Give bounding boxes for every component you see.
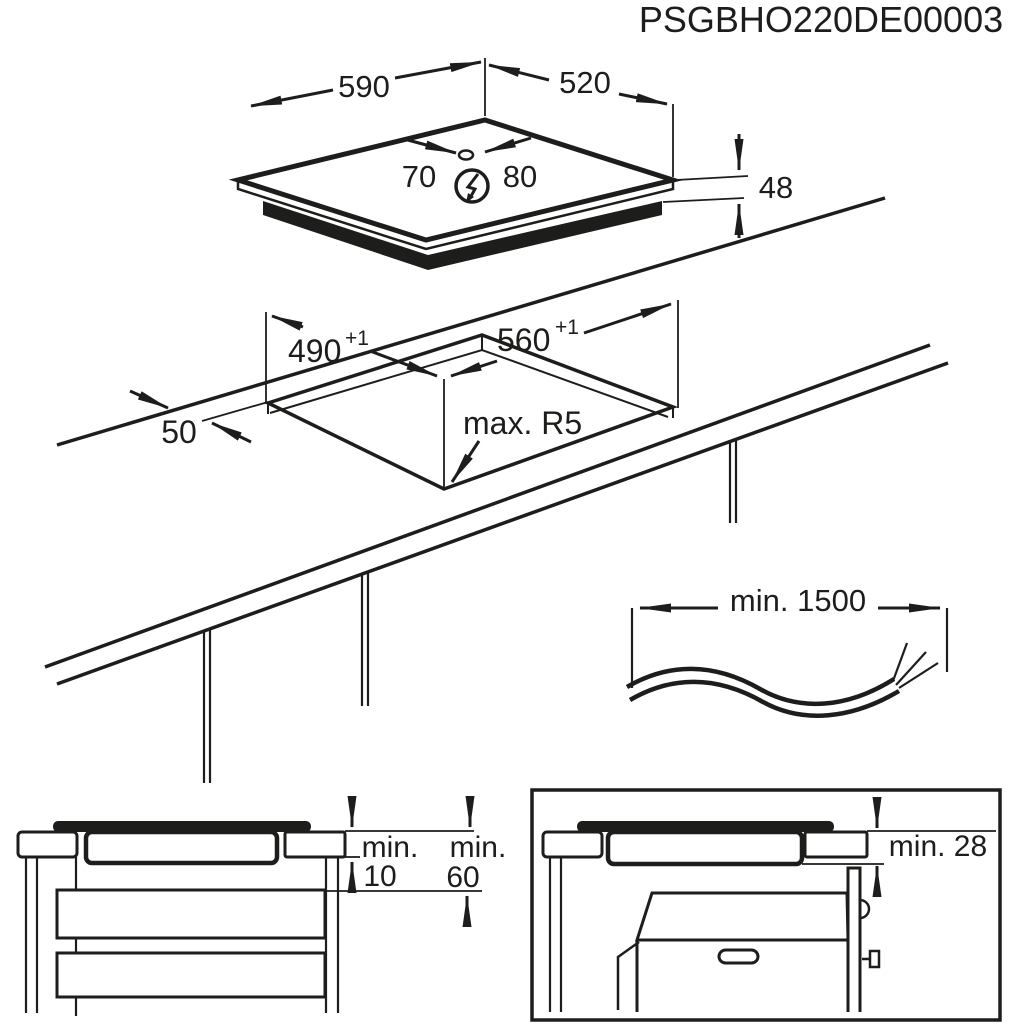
product-code: PSGBHO220DE00003 (638, 0, 1004, 40)
knob (870, 951, 879, 967)
hob-gap-value: 10 (363, 860, 397, 893)
hob-gap-prefix: min. (361, 831, 419, 864)
hob-width-label: 590 (338, 69, 390, 104)
drawer-top-face (637, 893, 848, 940)
drawer-upper (57, 890, 325, 938)
drawer-lower (57, 953, 325, 997)
cabinet-right-panel (848, 868, 860, 1012)
worktop-cutout-view (45, 198, 948, 783)
worktop-right-section (805, 832, 867, 857)
hob-glass-side (53, 821, 311, 832)
side-clearance-view (18, 803, 506, 1016)
dim-min10-min60 (325, 803, 506, 918)
hob-isometric-view (238, 58, 793, 270)
dim-50 (130, 391, 268, 450)
hob-glass-side (577, 821, 834, 832)
hob-height-label: 48 (758, 170, 794, 205)
cutout-depth-label: 560 (497, 322, 551, 358)
dim-48 (663, 134, 793, 238)
cutout-width-label: 490 (288, 333, 342, 369)
cable-entry-hole-icon (459, 151, 473, 160)
corner-radius-label: max. R5 (463, 405, 583, 441)
dim-590 (251, 58, 485, 116)
power-connection-icon (456, 170, 488, 203)
worktop-legs (204, 440, 736, 783)
oven-drawer (618, 868, 879, 1012)
worktop-left-section (543, 832, 602, 857)
drawer-handle (719, 950, 758, 963)
cabinet-left-side (550, 857, 561, 1012)
drawer-gap-prefix: min. (449, 831, 507, 864)
worktop-left-section (18, 832, 77, 857)
mains-cable-view (627, 583, 947, 716)
hob-body-side (86, 832, 277, 863)
drawer-gap-value: 60 (446, 861, 480, 894)
hob-depth-label: 520 (559, 65, 611, 100)
hole-left-label: 70 (401, 159, 437, 194)
cutout-depth-tolerance: +1 (555, 316, 579, 339)
worktop-right-section (285, 832, 345, 857)
hole-right-label: 80 (502, 159, 538, 194)
cable-icon (627, 643, 938, 716)
hob-body-side (608, 832, 802, 864)
cable-length-label: min. 1500 (729, 583, 867, 618)
cutout-width-tolerance: +1 (345, 327, 369, 350)
rear-distance-label: 50 (161, 414, 197, 450)
oven-clearance-label: min. 28 (888, 830, 988, 863)
oven-clearance-view (532, 790, 1000, 1020)
